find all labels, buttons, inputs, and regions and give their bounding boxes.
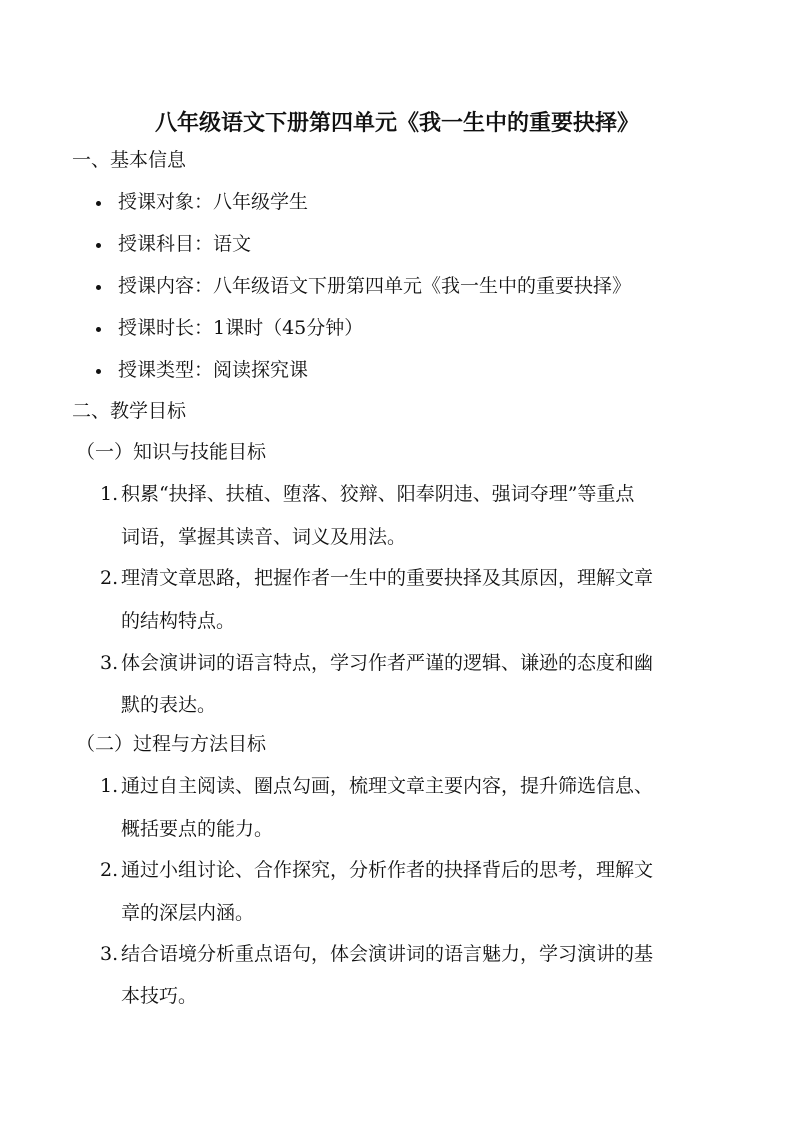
item-number: 3. xyxy=(100,943,119,965)
list-item-text: 授课科目：语文 xyxy=(118,233,252,255)
item-text: 积累“抉择、扶植、堕落、狡辩、阳奉阴违、强词夺理”等重点 xyxy=(121,483,635,505)
item-text: 通过小组讨论、合作探究，分析作者的抉择背后的思考，理解文 xyxy=(121,859,654,881)
numbered-item xyxy=(100,942,653,966)
subsection-heading-knowledge: （一）知识与技能目标 xyxy=(76,441,267,463)
list-item xyxy=(96,316,363,340)
list-item-text: 授课时长：1课时（45分钟） xyxy=(118,317,364,339)
numbered-item xyxy=(100,774,653,798)
numbered-item xyxy=(100,566,653,590)
numbered-item xyxy=(100,858,653,882)
list-item-text: 授课类型：阅读探究课 xyxy=(118,359,309,381)
item-continuation: 默的表达。 xyxy=(121,694,217,716)
item-continuation: 本技巧。 xyxy=(121,985,198,1007)
bullet-icon xyxy=(96,285,101,290)
numbered-item xyxy=(100,482,634,506)
list-item xyxy=(96,274,631,298)
item-text: 通过自主阅读、圈点勾画，梳理文章主要内容，提升筛选信息、 xyxy=(121,775,654,797)
bullet-icon xyxy=(96,327,101,332)
item-continuation: 章的深层内涵。 xyxy=(121,902,255,924)
document-title: 八年级语文下册第四单元《我一生中的重要抉择》 xyxy=(154,110,639,136)
bullet-icon xyxy=(96,243,101,248)
item-number: 1. xyxy=(100,483,119,505)
bullet-icon xyxy=(96,201,101,206)
list-item xyxy=(96,232,251,256)
list-item-text: 授课内容：八年级语文下册第四单元《我一生中的重要抉择》 xyxy=(118,275,632,297)
item-number: 2. xyxy=(100,859,119,881)
numbered-item xyxy=(100,651,653,675)
item-continuation: 的结构特点。 xyxy=(121,610,236,632)
item-text: 体会演讲词的语言特点，学习作者严谨的逻辑、谦逊的态度和幽 xyxy=(121,652,654,674)
item-continuation: 概括要点的能力。 xyxy=(121,818,274,840)
item-number: 2. xyxy=(100,567,119,589)
subsection-heading-process: （二）过程与方法目标 xyxy=(76,733,267,755)
bullet-icon xyxy=(96,369,101,374)
list-item xyxy=(96,358,308,382)
item-continuation: 词语，掌握其读音、词义及用法。 xyxy=(121,526,407,548)
list-item xyxy=(96,190,308,214)
list-item-text: 授课对象：八年级学生 xyxy=(118,191,309,213)
item-text: 结合语境分析重点语句，体会演讲词的语言魅力，学习演讲的基 xyxy=(121,943,654,965)
section-heading-basic-info: 一、基本信息 xyxy=(72,149,187,171)
item-number: 1. xyxy=(100,775,119,797)
section-heading-objectives: 二、教学目标 xyxy=(72,400,187,422)
item-text: 理清文章思路，把握作者一生中的重要抉择及其原因，理解文章 xyxy=(121,567,654,589)
item-number: 3. xyxy=(100,652,119,674)
